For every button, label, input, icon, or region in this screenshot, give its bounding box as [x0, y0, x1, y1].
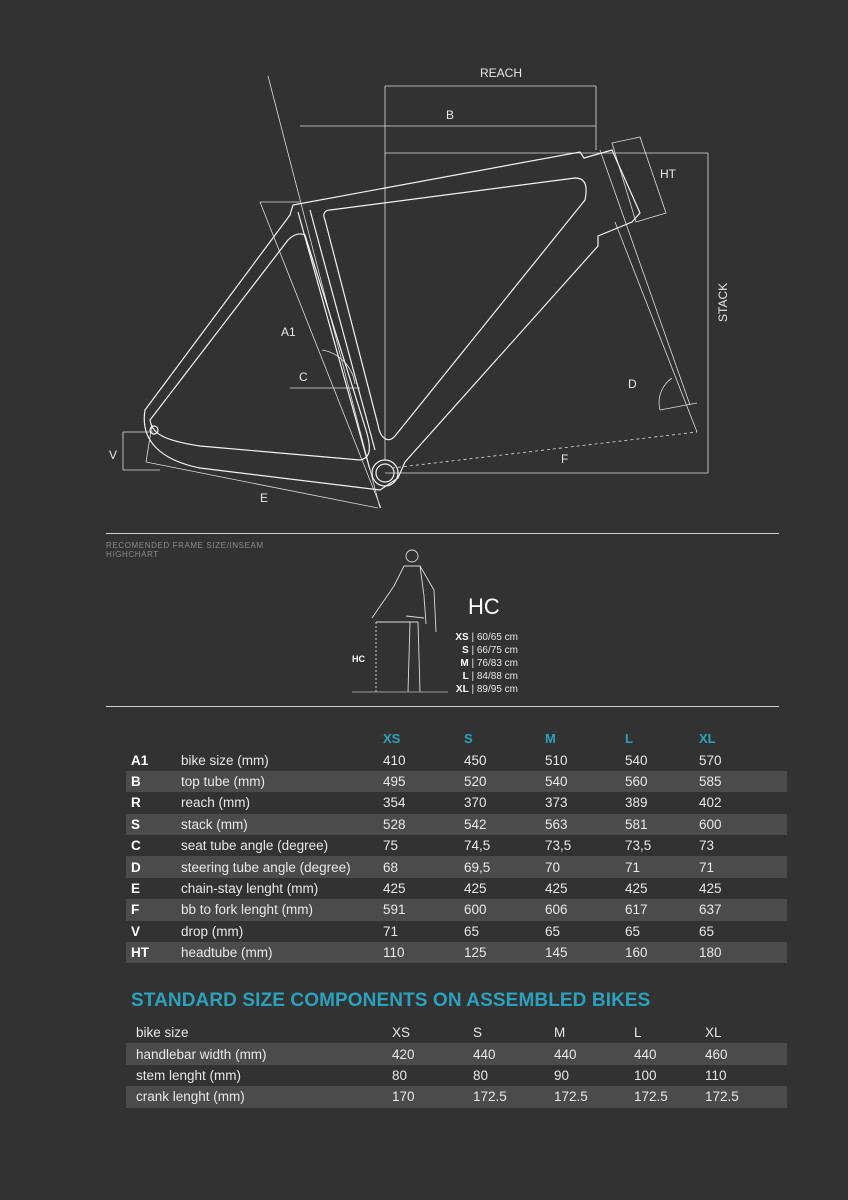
hc-row: M | 76/83 cm [460, 658, 518, 669]
row-code: V [131, 923, 141, 939]
cell-value: 172.5 [634, 1086, 705, 1107]
cell-value: 425 [383, 880, 406, 896]
cell-value: 373 [545, 795, 568, 811]
row-label: bb to fork lenght (mm) [181, 899, 383, 920]
cell-value: 354 [383, 795, 406, 811]
cell-value: 65 [699, 923, 715, 939]
frame-outline [144, 150, 640, 490]
cell-value: 125 [464, 942, 545, 963]
cell-value: 80 [392, 1067, 408, 1083]
row-label: crank lenght (mm) [126, 1086, 392, 1107]
cell-value: 172.5 [554, 1086, 634, 1107]
bb-to-fork-label: F [561, 452, 569, 466]
row-label: top tube (mm) [181, 771, 383, 792]
cell-value: 145 [545, 942, 625, 963]
cell-value: 74,5 [464, 838, 491, 854]
cell-value: 90 [554, 1067, 570, 1083]
row-label: stack (mm) [181, 814, 383, 835]
cell-value: 73 [699, 838, 715, 854]
table-row [126, 1043, 787, 1064]
cell-value: 389 [625, 795, 648, 811]
hc-row: L | 84/88 cm [462, 671, 518, 682]
table-row [126, 942, 787, 963]
hc-row: XL | 89/95 cm [455, 684, 518, 695]
table-row [126, 835, 787, 856]
row-code: D [126, 856, 181, 877]
cell-value: 540 [625, 752, 648, 768]
row-code: B [126, 771, 181, 792]
cell-value: 440 [634, 1043, 705, 1064]
cell-value: 440 [473, 1043, 554, 1064]
headtube-box [612, 137, 666, 222]
seat-tube-axis [268, 76, 380, 508]
cell-value: 70 [545, 856, 625, 877]
cell-value: 581 [625, 814, 699, 835]
row-label: seat tube angle (degree) [181, 838, 329, 854]
row-label: handlebar width (mm) [126, 1043, 392, 1064]
standard-components-table [126, 1022, 787, 1108]
hc-row: S | 66/75 cm [462, 645, 518, 656]
cell-value: 570 [699, 752, 722, 768]
headtube-label: HT [660, 167, 676, 181]
chainstay-label: E [260, 491, 269, 505]
cell-value: 71 [625, 856, 699, 877]
cell-value: 563 [545, 814, 625, 835]
inseam-figure [348, 546, 448, 696]
cell-value: 170 [392, 1086, 473, 1107]
cell-value: 600 [699, 814, 787, 835]
cell-value: 425 [545, 880, 568, 896]
cell-value: 80 [473, 1067, 489, 1083]
cell-value: 65 [464, 923, 480, 939]
row-label: reach (mm) [181, 795, 251, 811]
table-row [126, 1022, 787, 1043]
cell-value: 528 [383, 814, 464, 835]
cell-value: 73,5 [545, 838, 572, 854]
cell-value: 585 [699, 771, 787, 792]
geometry-header-row [126, 728, 787, 749]
cell-value: 180 [699, 942, 787, 963]
table-row [126, 792, 787, 813]
cell-value: XL [705, 1025, 722, 1041]
steering-angle-label: D [628, 377, 637, 391]
cell-value: 71 [699, 856, 787, 877]
bb-to-fork-line [392, 432, 697, 468]
cell-value: 172.5 [705, 1086, 787, 1107]
cell-value: 425 [625, 880, 648, 896]
table-row [126, 1065, 787, 1086]
cell-value: 75 [383, 838, 399, 854]
table-row [126, 856, 787, 877]
cell-value: 425 [699, 880, 722, 896]
cell-value: 160 [625, 942, 699, 963]
cell-value: 73,5 [625, 838, 652, 854]
cell-value: M [554, 1025, 566, 1041]
cell-value: 402 [699, 795, 722, 811]
reach-label: REACH [480, 66, 523, 80]
seat-angle-label: C [299, 370, 308, 384]
cell-value: 370 [464, 795, 487, 811]
cell-value: S [473, 1025, 483, 1041]
cell-value: 110 [705, 1067, 727, 1083]
table-row [126, 899, 787, 920]
size-header: S [464, 731, 473, 747]
hc-size-list [440, 631, 518, 696]
table-row [126, 814, 787, 835]
cell-value: XS [392, 1025, 411, 1041]
cell-value: 510 [545, 752, 568, 768]
row-code: F [126, 899, 181, 920]
row-label: bike size (mm) [181, 752, 269, 768]
row-label: steering tube angle (degree) [181, 856, 383, 877]
row-label: headtube (mm) [181, 942, 383, 963]
cell-value: 110 [383, 942, 464, 963]
cell-value: 68 [383, 856, 464, 877]
row-code: C [131, 838, 141, 854]
standard-body [126, 1022, 787, 1108]
size-header: L [625, 731, 633, 747]
cell-value: 560 [625, 771, 699, 792]
figure-head-icon [406, 550, 418, 562]
cell-value: 617 [625, 899, 699, 920]
top-tube-label: B [446, 108, 455, 122]
cell-value: 69,5 [464, 856, 545, 877]
cell-value: 637 [699, 899, 787, 920]
stack-label: STACK [716, 282, 730, 322]
hc-figure-label: HC [352, 654, 365, 664]
row-code: R [131, 795, 141, 811]
cell-value: 591 [383, 899, 464, 920]
row-label: bike size [136, 1025, 189, 1041]
size-header: XL [699, 731, 716, 747]
row-code: S [126, 814, 181, 835]
cell-value: 600 [464, 899, 545, 920]
cell-value: 440 [554, 1043, 634, 1064]
cell-value: 460 [705, 1043, 787, 1064]
row-label: chain-stay lenght (mm) [181, 880, 319, 896]
hc-row: XS | 60/65 cm [455, 632, 518, 643]
divider-middle [106, 706, 779, 707]
cell-value: 425 [464, 880, 487, 896]
table-row [126, 1086, 787, 1107]
geometry-body [126, 749, 787, 963]
standard-components-title: STANDARD SIZE COMPONENTS ON ASSEMBLED BIKES [131, 990, 651, 1011]
cell-value: 100 [634, 1067, 657, 1083]
cell-value: 520 [464, 771, 545, 792]
row-code: E [131, 880, 141, 896]
row-label: drop (mm) [181, 923, 244, 939]
row-label: stem lenght (mm) [136, 1067, 242, 1083]
cell-value: 606 [545, 899, 625, 920]
row-code: HT [126, 942, 181, 963]
geometry-table [126, 728, 787, 963]
frame-geometry-diagram [0, 0, 848, 520]
cell-value: 420 [392, 1043, 473, 1064]
table-row [126, 771, 787, 792]
cell-value: L [634, 1025, 642, 1041]
cell-value: 65 [545, 923, 561, 939]
steering-axis [600, 150, 690, 405]
cell-value: 410 [383, 752, 406, 768]
cell-value: 450 [464, 752, 487, 768]
drop-label: V [109, 448, 118, 462]
table-row [126, 921, 787, 942]
hc-title: HC [468, 594, 500, 619]
cell-value: 172.5 [473, 1086, 554, 1107]
cell-value: 495 [383, 771, 464, 792]
size-header: XS [383, 731, 401, 747]
cell-value: 542 [464, 814, 545, 835]
cell-value: 540 [545, 771, 625, 792]
a1-label: A1 [281, 325, 296, 339]
table-row [126, 878, 787, 899]
size-header: M [545, 731, 556, 747]
divider-top [106, 533, 779, 534]
table-row [126, 749, 787, 770]
row-code: A1 [131, 752, 149, 768]
recommend-label: RECOMENDED FRAME SIZE/INSEAM HIGHCHART [106, 541, 264, 559]
cell-value: 71 [383, 923, 399, 939]
cell-value: 65 [625, 923, 641, 939]
